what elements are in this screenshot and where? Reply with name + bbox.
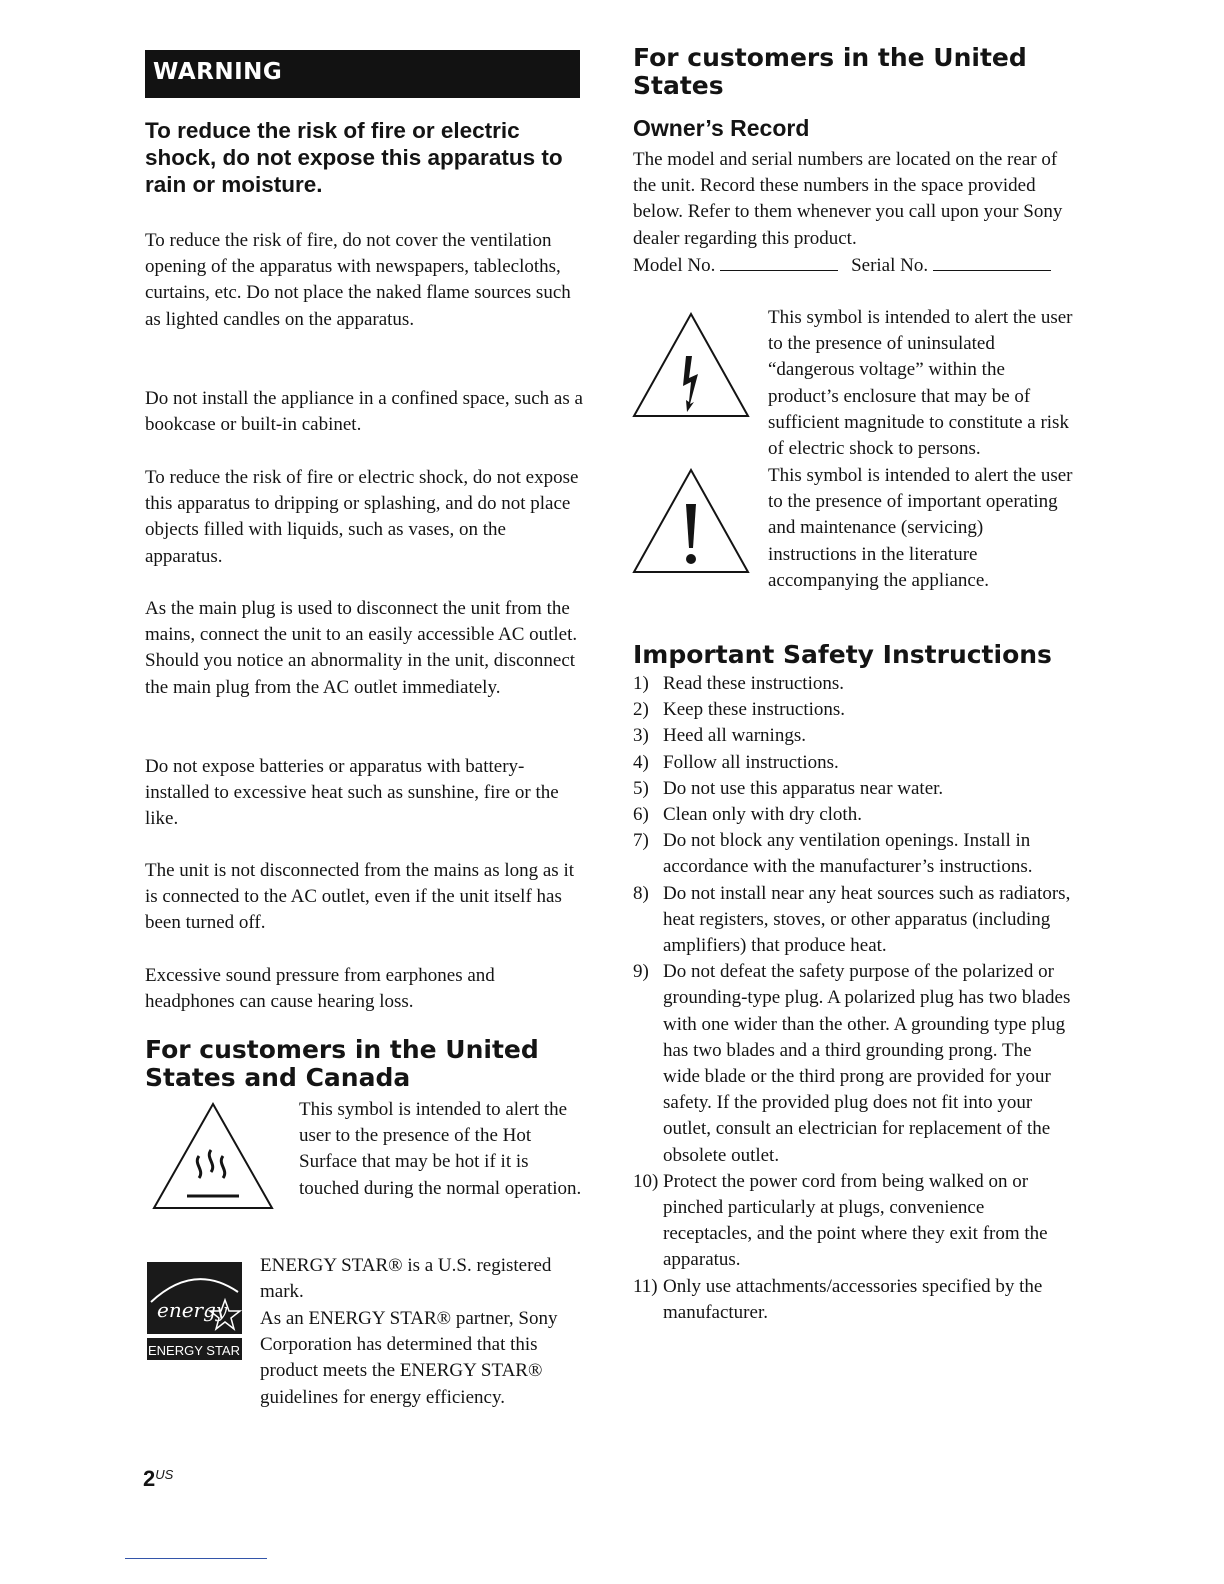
safety-item: 1) Read these instructions. [633,673,844,694]
exclamation-symbol-text: This symbol is intended to alert the user to the presence of important operating and maintenance (servicing) instructions in the literature accompanying the appliance. [768,465,1073,591]
paragraph-hearing: Excessive sound pressure from earphones and headphones can cause hearing loss. [145,965,495,1013]
serial-label: Serial No. [851,255,929,276]
footer-rule [125,1558,267,1559]
warning-title: WARNING [153,59,283,85]
voltage-symbol-text: This symbol is intended to alert the user to the presence of uninsulated “dangerous voltage” within the product’s enclosure that may be of sufficient magnitude to constitute a risk of electric shock to persons. [768,307,1073,460]
safety-item: 9) Do not defeat the safety purpose of the polarized or grounding-type plug. A polarized plug has two blades with one wider than the other. A grounding type plug has two blades and a third grounding prong. The wide blade or the third prong are provided for your safety. If the provided plug does not fit into your outlet, consult an electrician for replacement of the obsolete outlet. [633,961,1071,1166]
paragraph-disconnect: The unit is not disconnected from the mains as long as it is connected to the AC outlet, even if the unit itself has been turned off. [145,860,575,934]
energy-logo-label: ENERGY STAR [148,1343,240,1358]
safety-item: 2) Keep these instructions. [633,699,846,721]
paragraph-batteries: Do not expose batteries or apparatus with battery-installed to excessive heat such as sunshine, fire or the like. [145,756,559,830]
model-serial-line [633,252,1073,279]
safety-item: 3) Heed all warnings. [633,725,806,747]
paragraph-dripping: To reduce the risk of fire or electric shock, do not expose this apparatus to dripping or splashing, and do not place objects filled with liquids, such as vases, on the apparatus. [145,467,579,567]
safety-item: 7) Do not block any ventilation openings. Install in accordance with the manufacturer’s instructions. [633,830,1033,878]
safety-item: 5) Do not use this apparatus near water. [633,777,944,799]
svg-text:energy: energy [157,1298,228,1322]
serial-blank [933,252,1051,271]
energy-star-logo [147,1262,242,1360]
lightning-bolt-icon [632,312,750,418]
warning-banner [145,50,580,98]
safety-list [633,671,1073,1326]
safety-item: 8) Do not install near any heat sources such as radiators, heat registers, stoves, or other apparatus (including amplifiers) that produce heat. [633,882,1071,957]
energy-star-icon [147,1262,242,1360]
hot-surface-icon [150,1100,276,1212]
safety-item: 10) Protect the power cord from being walked on or pinched particularly at plugs, convenience receptacles, and the point where they exit from the apparatus. [633,1170,1048,1271]
safety-item: 6) Clean only with dry cloth. [633,804,862,826]
energy-star-registered: ENERGY STAR® is a U.S. registered mark. [260,1255,552,1303]
page-number: $2^{US}$ [143,1466,174,1491]
model-blank [720,252,838,271]
energy-star-partner: As an ENERGY STAR® partner, Sony Corporation has determined that this product meets the ENERGY STAR® guidelines for energy efficiency. [260,1308,558,1408]
paragraph-ventilation: To reduce the risk of fire, do not cover the ventilation opening of the apparatus with newspapers, tablecloths, curtains, etc. Do not place the naked flame sources such as lighted candles on the apparatus. [145,230,571,330]
us-heading: For customers in the United States [633,43,1027,100]
owners-record-heading: Owner’s Record [633,115,810,141]
warning-lead: To reduce the risk of fire or electric shock, do not expose this apparatus to rain or moisture. [145,118,563,197]
safety-item: 11) Only use attachments/accessories specified by the manufacturer. [633,1275,1043,1323]
model-label: Model No. [633,255,716,276]
paragraph-main-plug: As the main plug is used to disconnect the unit from the mains, connect the unit to an easily accessible AC outlet. Should you notice an abnormality in the unit, disconnect the main plug from the AC outlet immediately. [145,598,578,698]
exclamation-icon [632,468,750,574]
hot-surface-text: This symbol is intended to alert the user to the presence of the Hot Surface that may be hot if it is touched during the normal operation. [299,1099,582,1199]
paragraph-confined-space: Do not install the appliance in a confined space, such as a bookcase or built-in cabinet. [145,388,583,436]
owners-record-text: The model and serial numbers are located on the rear of the unit. Record these numbers in the space provided below. Refer to them whenever you call upon your Sony dealer regarding this product. [633,149,1063,249]
us-canada-heading: For customers in the United States and Canada [145,1035,539,1092]
safety-heading: Important Safety Instructions [633,640,1052,669]
safety-item: 4) Follow all instructions. [633,751,839,773]
